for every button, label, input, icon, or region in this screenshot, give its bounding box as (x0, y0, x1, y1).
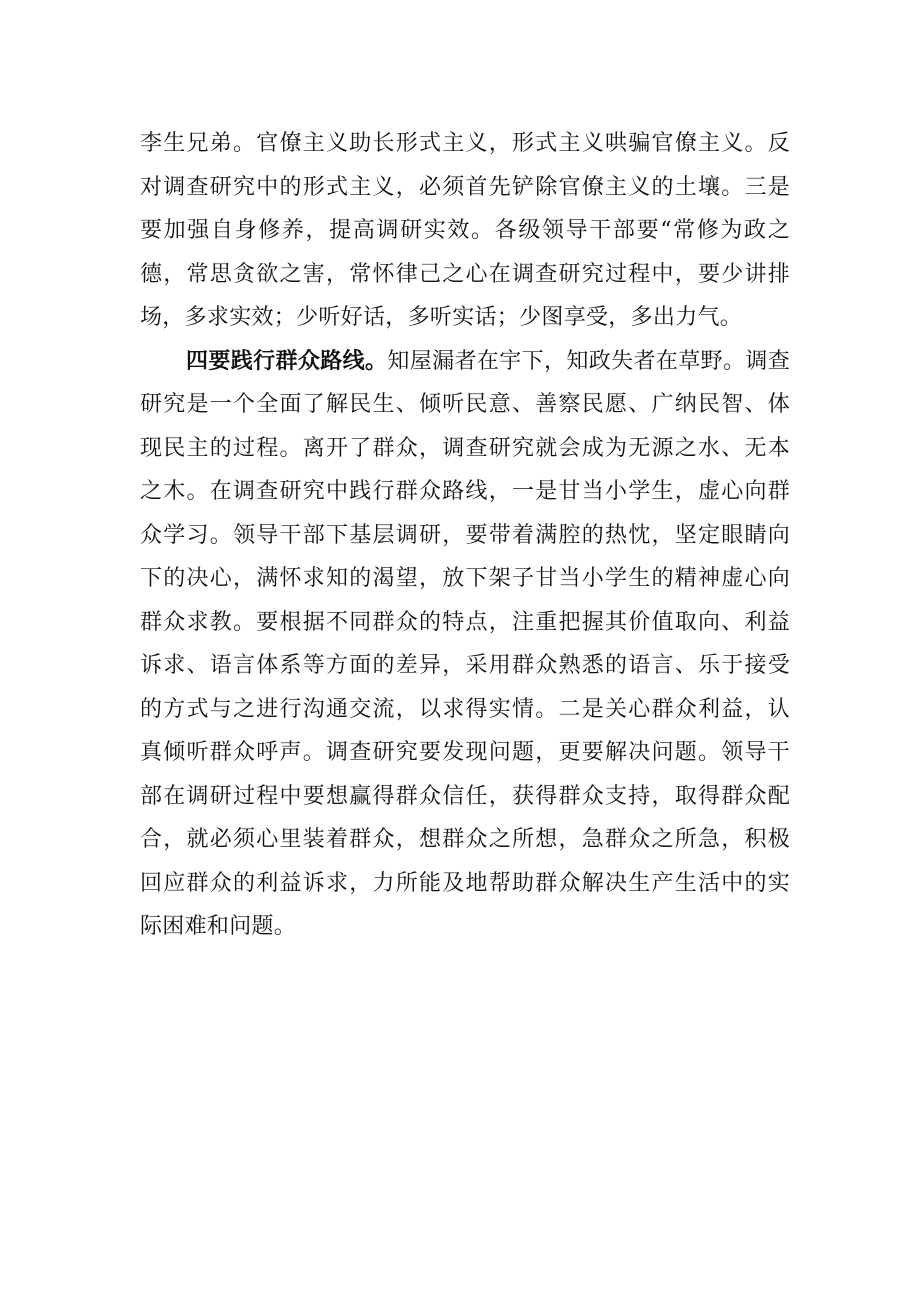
text-line: 的方式与之进行沟通交流，以求得实情。二是关心群众利益，认 (140, 696, 790, 722)
text-line: 际困难和问题。 (140, 914, 297, 939)
paragraph-continuation (140, 122, 790, 340)
text-line: 研究是一个全面了解民生、倾听民意、善察民愿、广纳民智、体 (140, 392, 790, 417)
text-line: 要加强自身修养，提高调研实效。各级领导干部要“常修为政之 (140, 218, 790, 243)
text-line: 对调查研究中的形式主义，必须首先铲除官僚主义的土壤。三是 (140, 174, 790, 200)
text-line: 众学习。领导干部下基层调研，要带着满腔的热忱，坚定眼睛向 (140, 522, 790, 548)
text-line: 真倾听群众呼声。调查研究要发现问题，更要解决问题。领导干 (140, 740, 790, 765)
paragraph-mass-line (140, 340, 790, 949)
text-line: 德，常思贪欲之害，常怀律己之心在调查研究过程中，要少讲排 (140, 261, 790, 287)
text-line: 部在调研过程中要想赢得群众信任，获得群众支持，取得群众配 (140, 783, 790, 809)
text-line: 场，多求实效；少听好话，多听实话；少图享受，多出力气。 (140, 305, 743, 330)
document-body (140, 122, 790, 949)
section-heading: 四要践行群众路线。 (186, 348, 388, 374)
text-line: 回应群众的利益诉求，力所能及地帮助群众解决生产生活中的实 (140, 870, 790, 896)
text-line: 之木。在调查研究中践行群众路线，一是甘当小学生，虚心向群 (140, 479, 790, 504)
text-run: 知屋漏者在宇下，知政失者在草野。调查 (387, 348, 790, 374)
text-line: 群众求教。要根据不同群众的特点，注重把握其价值取向、利益 (140, 609, 790, 635)
text-line: 合，就必须心里装着群众，想群众之所想，急群众之所急，积极 (140, 827, 790, 852)
text-line: 现民主的过程。离开了群众，调查研究就会成为无源之水、无本 (140, 435, 790, 461)
text-line: 下的决心，满怀求知的渴望，放下架子甘当小学生的精神虚心向 (140, 566, 790, 591)
text-line-first (140, 340, 790, 384)
text-line: 李生兄弟。官僚主义助长形式主义，形式主义哄骗官僚主义。反 (140, 131, 790, 156)
text-line: 诉求、语言体系等方面的差异，采用群众熟悉的语言、乐于接受 (140, 653, 790, 678)
